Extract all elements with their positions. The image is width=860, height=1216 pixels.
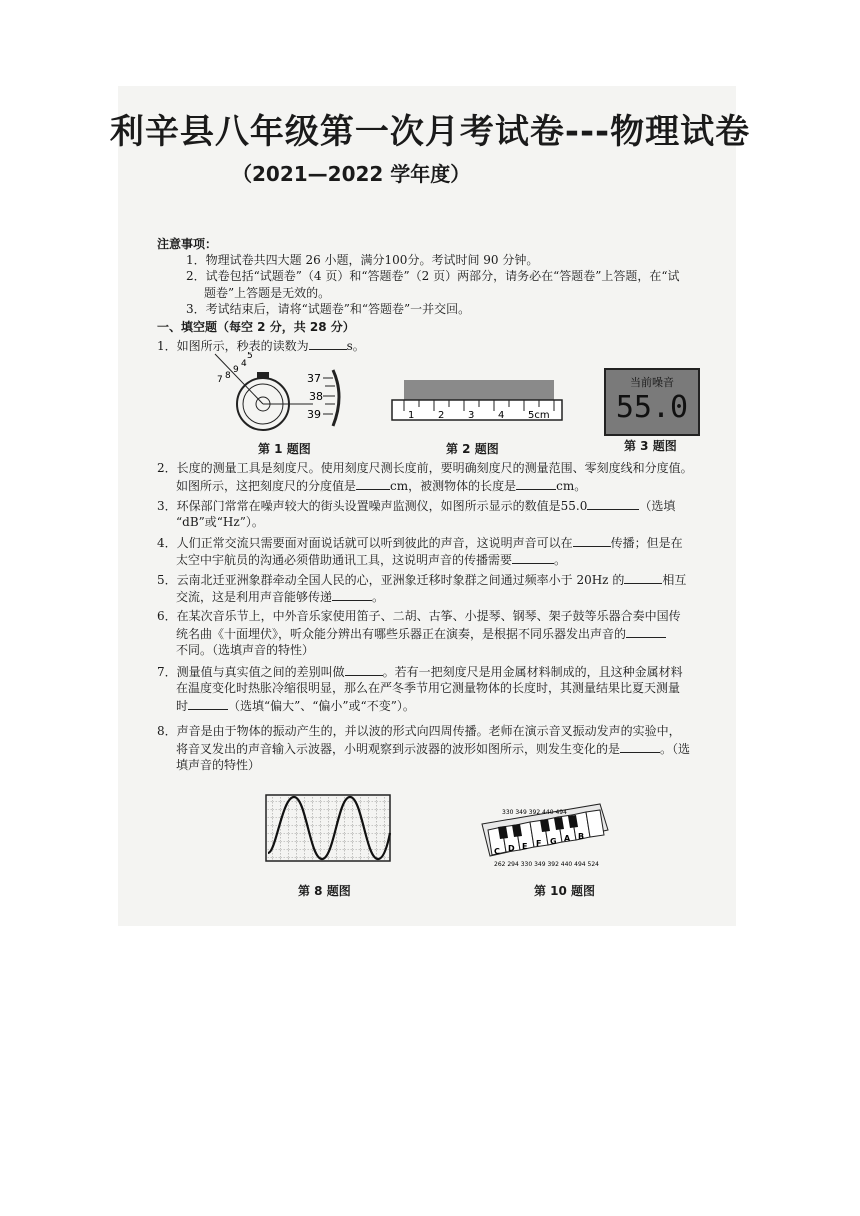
key-letter-c: C	[494, 847, 500, 856]
notice-item-2b: 题卷”上答题是无效的。	[204, 286, 331, 300]
q5-blank-2[interactable]	[332, 588, 372, 601]
q5-blank-1[interactable]	[624, 571, 662, 584]
scale-label-39: 39	[307, 408, 321, 421]
q7-blank-1[interactable]	[345, 663, 383, 676]
question-4-line1: 4．人们正常交流只需要面对面说话就可以听到彼此的声音，这说明声音可以在 传播；但是在	[157, 536, 683, 550]
q1-text: 1．如图所示，秒表的读数为	[157, 339, 309, 353]
question-8-line2: 将音叉发出的声音输入示波器，小明观察到示波器的波形如图所示，则发生变化的是 。（选	[176, 742, 691, 756]
q2-blank-1[interactable]	[356, 477, 390, 490]
question-8-line3: 填声音的特性）	[176, 758, 261, 772]
key-letter-g: G	[550, 837, 557, 846]
q7-blank-2[interactable]	[188, 697, 228, 710]
dial-label-7: 7	[217, 375, 223, 385]
key-letter-a: A	[564, 834, 571, 843]
key-letter-f: F	[536, 839, 542, 848]
ruler-label-2: 2	[438, 410, 445, 421]
question-6-line1: 6．在某次音乐节上，中外音乐家使用笛子、二胡、古筝、小提琴、钢琴、架子鼓等乐器合奏中国传	[157, 609, 681, 623]
question-5-line2: 交流，这是利用声音能够传递 。	[176, 590, 385, 604]
q3-blank[interactable]	[587, 497, 639, 510]
question-3-line1: 3．环保部门常常在噪声较大的街头设置噪声监测仪，如图所示显示的数值是55.0 （选填	[157, 499, 676, 513]
exam-subtitle: （2021—2022 学年度）	[232, 162, 471, 186]
dial-label-8: 8	[225, 371, 231, 381]
q4-blank-1[interactable]	[573, 534, 611, 547]
scale-label-37: 37	[307, 372, 321, 385]
ruler-label-4: 4	[498, 410, 505, 421]
keyboard-bottom-numbers: 262 294 330 349 392 440 494 524	[494, 861, 599, 868]
dial-label-4: 4	[241, 359, 247, 369]
measured-block	[404, 380, 554, 400]
keyboard-figure	[472, 800, 612, 872]
fig1-caption: 第 1 题图	[258, 442, 311, 456]
question-6-line2: 统名曲《十面埋伏》，听众能分辨出有哪些乐器正在演奏，是根据不同乐器发出声音的	[176, 625, 666, 642]
ruler-label-1: 1	[408, 410, 415, 421]
key-letter-e: E	[522, 842, 528, 851]
noise-monitor-value: 55.0	[615, 390, 689, 425]
question-2-line1: 2．长度的测量工具是刻度尺。使用刻度尺测长度前，要明确刻度尺的测量范围、零刻度线和分度值。	[157, 461, 693, 475]
question-7-line2: 在温度变化时热胀冷缩很明显，那么在严冬季节用它测量物体的长度时，其测量结果比夏天测量	[176, 681, 681, 695]
question-7-line3: 时 （选填“偏大”、“偏小”或“不变”）。	[176, 699, 415, 713]
question-6-line3: 不同。（选填声音的特性）	[176, 643, 315, 657]
question-4-line2: 太空中宇航员的沟通必须借助通讯工具，这说明声音的传播需要 。	[176, 553, 567, 567]
noise-monitor	[604, 368, 700, 436]
exam-title: 利辛县八年级第一次月考试卷---物理试卷	[109, 112, 751, 152]
q2-blank-2[interactable]	[516, 477, 556, 490]
notice-heading: 注意事项：	[157, 237, 218, 251]
fig3-caption: 第 3 题图	[624, 439, 677, 453]
noise-monitor-label: 当前噪音	[630, 376, 674, 389]
ruler-label-5cm: 5cm	[528, 410, 550, 421]
scale-label-38: 38	[309, 390, 323, 403]
dial-label-9: 9	[233, 365, 239, 375]
notice-item-3: 3．考试结束后，请将“试题卷”和“答题卷”一并交回。	[186, 302, 471, 316]
stopwatch-crown	[257, 372, 269, 378]
stopwatch-figure	[205, 352, 345, 434]
fig8-caption: 第 8 题图	[298, 884, 351, 898]
fig10-caption: 第 10 题图	[534, 884, 596, 898]
ruler-label-3: 3	[468, 410, 475, 421]
keyboard-top-numbers: 330 349 392 440 494	[502, 809, 567, 816]
notice-item-2a: 2．试卷包括“试题卷”（4 页）和“答题卷”（2 页）两部分，请务必在“答题卷”上答题，在“试	[186, 269, 680, 283]
notice-item-1: 1．物理试卷共四大题 26 小题，满分100分。考试时间 90 分钟。	[186, 253, 539, 267]
key-letter-d: D	[508, 844, 515, 853]
question-3-line2: “dB”或“Hz”）。	[176, 515, 264, 529]
q1-blank[interactable]	[309, 337, 347, 350]
question-7-line1: 7．测量值与真实值之间的差别叫做 。若有一把刻度尺是用金属材料制成的，且这种金属材料	[157, 665, 683, 679]
oscilloscope-figure	[264, 793, 392, 863]
q1-unit: s。	[346, 339, 365, 353]
question-8-line1: 8．声音是由于物体的振动产生的，并以波的形式向四周传播。老师在演示音叉振动发声的实验中，	[157, 724, 681, 738]
ruler-figure	[382, 375, 572, 425]
q8-blank[interactable]	[620, 740, 660, 753]
key-letter-b: B	[578, 832, 585, 841]
question-2-line2: 如图所示，这把刻度尺的分度值是 cm，被测物体的长度是 cm。	[176, 479, 587, 493]
fig2-caption: 第 2 题图	[446, 442, 499, 456]
dial-label-5: 5	[247, 352, 253, 361]
stopwatch-magnified-scale	[333, 370, 339, 426]
section-1-heading: 一、填空题（每空 2 分，共 28 分）	[157, 320, 355, 334]
q6-blank[interactable]	[626, 625, 666, 638]
q4-blank-2[interactable]	[512, 551, 554, 564]
question-5-line1: 5．云南北迁亚洲象群牵动全国人民的心，亚洲象迁移时象群之间通过频率小于 20Hz 的 相互	[157, 573, 687, 587]
